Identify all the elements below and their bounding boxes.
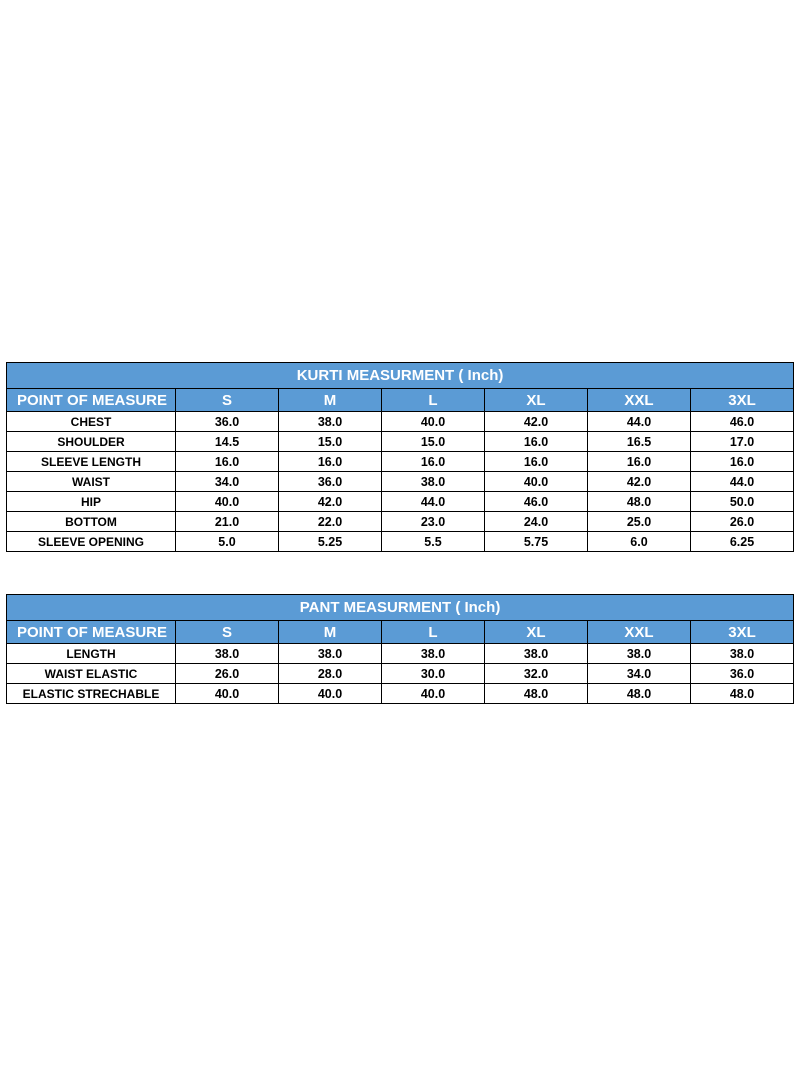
measurement-cell: 46.0 (691, 412, 794, 432)
table-row (7, 684, 794, 704)
measurement-cell: 16.0 (485, 452, 588, 472)
row-label: ELASTIC STRECHABLE (7, 684, 176, 704)
measurement-cell: 38.0 (176, 644, 279, 664)
measurement-cell: 15.0 (279, 432, 382, 452)
kurti-header-size-m: M (279, 389, 382, 412)
measurement-cell: 28.0 (279, 664, 382, 684)
kurti-header-point-of-measure: POINT OF MEASURE (7, 389, 176, 412)
measurement-cell: 42.0 (588, 472, 691, 492)
measurement-cell: 42.0 (485, 412, 588, 432)
table-row (7, 452, 794, 472)
measurement-cell: 40.0 (382, 684, 485, 704)
kurti-header-size-l: L (382, 389, 485, 412)
measurement-cell: 40.0 (485, 472, 588, 492)
measurement-cell: 15.0 (382, 432, 485, 452)
measurement-cell: 22.0 (279, 512, 382, 532)
kurti-table-body (7, 412, 794, 552)
measurement-cell: 38.0 (279, 412, 382, 432)
measurement-cell: 5.75 (485, 532, 588, 552)
measurement-cell: 14.5 (176, 432, 279, 452)
measurement-cell: 36.0 (279, 472, 382, 492)
measurement-cell: 48.0 (485, 684, 588, 704)
kurti-header-size-xl: XL (485, 389, 588, 412)
kurti-header-row (7, 389, 794, 412)
measurement-cell: 16.0 (279, 452, 382, 472)
measurement-cell: 26.0 (691, 512, 794, 532)
measurement-cell: 25.0 (588, 512, 691, 532)
row-label: BOTTOM (7, 512, 176, 532)
measurement-cell: 16.0 (176, 452, 279, 472)
pant-header-size-m: M (279, 621, 382, 644)
measurement-cell: 38.0 (382, 644, 485, 664)
measurement-cell: 16.5 (588, 432, 691, 452)
measurement-cell: 5.25 (279, 532, 382, 552)
pant-header-point-of-measure: POINT OF MEASURE (7, 621, 176, 644)
measurement-cell: 23.0 (382, 512, 485, 532)
measurement-cell: 34.0 (176, 472, 279, 492)
measurement-cell: 40.0 (279, 684, 382, 704)
measurement-cell: 16.0 (691, 452, 794, 472)
measurement-cell: 6.25 (691, 532, 794, 552)
table-row (7, 512, 794, 532)
row-label: HIP (7, 492, 176, 512)
pant-measurement-table (6, 594, 794, 704)
kurti-header-size-3xl: 3XL (691, 389, 794, 412)
measurement-cell: 5.0 (176, 532, 279, 552)
kurti-header-size-xxl: XXL (588, 389, 691, 412)
measurement-cell: 38.0 (485, 644, 588, 664)
table-row (7, 644, 794, 664)
measurement-cell: 6.0 (588, 532, 691, 552)
measurement-cell: 48.0 (588, 684, 691, 704)
pant-header-row (7, 621, 794, 644)
pant-table-title: PANT MEASURMENT ( Inch) (7, 595, 794, 621)
table-row (7, 412, 794, 432)
kurti-header-size-s: S (176, 389, 279, 412)
pant-header-size-s: S (176, 621, 279, 644)
pant-header-size-xxl: XXL (588, 621, 691, 644)
row-label: LENGTH (7, 644, 176, 664)
measurement-cell: 34.0 (588, 664, 691, 684)
row-label: SLEEVE OPENING (7, 532, 176, 552)
measurement-cell: 42.0 (279, 492, 382, 512)
measurement-cell: 30.0 (382, 664, 485, 684)
measurement-cell: 40.0 (382, 412, 485, 432)
table-row (7, 432, 794, 452)
measurement-cell: 44.0 (382, 492, 485, 512)
measurement-cell: 38.0 (279, 644, 382, 664)
measurement-cell: 38.0 (382, 472, 485, 492)
measurement-cell: 36.0 (691, 664, 794, 684)
measurement-cell: 44.0 (691, 472, 794, 492)
measurement-cell: 50.0 (691, 492, 794, 512)
table-row (7, 472, 794, 492)
measurement-cell: 36.0 (176, 412, 279, 432)
measurement-cell: 16.0 (588, 452, 691, 472)
measurement-cell: 48.0 (588, 492, 691, 512)
measurement-cell: 17.0 (691, 432, 794, 452)
measurement-cell: 38.0 (691, 644, 794, 664)
measurement-cell: 24.0 (485, 512, 588, 532)
pant-table-body (7, 644, 794, 704)
measurement-cell: 16.0 (485, 432, 588, 452)
measurement-cell: 16.0 (382, 452, 485, 472)
table-row (7, 492, 794, 512)
row-label: CHEST (7, 412, 176, 432)
row-label: WAIST (7, 472, 176, 492)
table-row (7, 664, 794, 684)
measurement-cell: 21.0 (176, 512, 279, 532)
row-label: WAIST ELASTIC (7, 664, 176, 684)
pant-header-size-xl: XL (485, 621, 588, 644)
measurement-cell: 44.0 (588, 412, 691, 432)
row-label: SHOULDER (7, 432, 176, 452)
measurement-cell: 46.0 (485, 492, 588, 512)
measurement-cell: 38.0 (588, 644, 691, 664)
table-row (7, 532, 794, 552)
row-label: SLEEVE LENGTH (7, 452, 176, 472)
measurement-cell: 48.0 (691, 684, 794, 704)
measurement-cell: 5.5 (382, 532, 485, 552)
pant-header-size-l: L (382, 621, 485, 644)
measurement-cell: 32.0 (485, 664, 588, 684)
measurement-cell: 40.0 (176, 492, 279, 512)
pant-header-size-3xl: 3XL (691, 621, 794, 644)
measurement-cell: 40.0 (176, 684, 279, 704)
kurti-measurement-table (6, 362, 794, 552)
kurti-table-title: KURTI MEASURMENT ( Inch) (7, 363, 794, 389)
measurement-cell: 26.0 (176, 664, 279, 684)
